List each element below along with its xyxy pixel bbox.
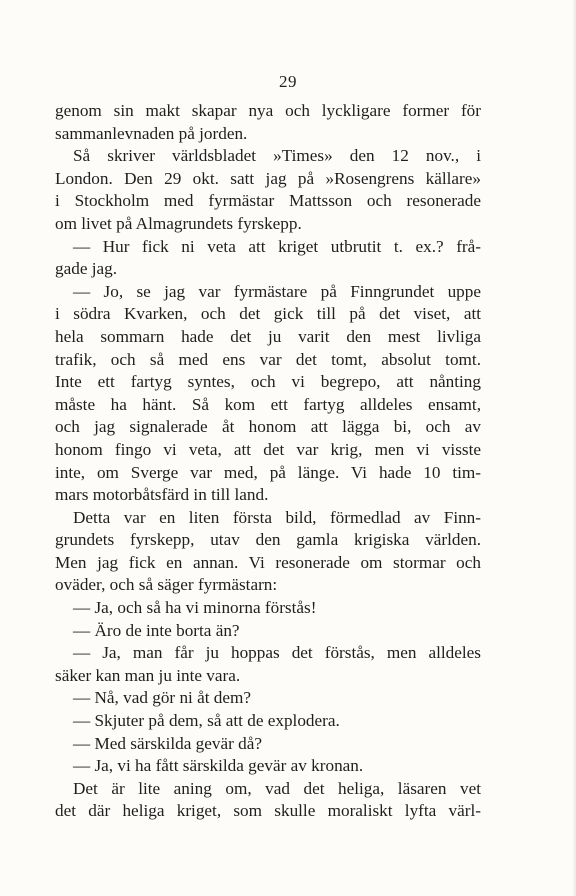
text-line: säker kan man ju inte vara. [55, 665, 241, 685]
text-line: — Jo, se jag var fyrmästare på Finngrundet uppe [73, 281, 481, 301]
text-line: Inte ett fartyg syntes, och vi begrepo, att nånting [55, 372, 481, 392]
text-line: genom sin makt skapar nya och lyckligare former för [55, 101, 481, 120]
text-line: hela sommarn hade det ju varit den mest livliga [55, 326, 481, 346]
text-line: inte, om Sverge var med, på länge. Vi hade 10 tim- [55, 462, 481, 482]
text-line: oväder, och så säger fyrmästarn: [55, 575, 278, 595]
text-line: honom fingo vi veta, att det var krig, men vi visste [55, 439, 481, 459]
text-line: — Ja, vi ha fått särskilda gevär av kronan. [73, 756, 364, 776]
text-line: sammanlevnaden på jorden. [55, 123, 248, 143]
text-line: och jag signalerade åt honom att lägga bi, och av [55, 417, 481, 437]
text-line: — Skjuter på dem, så att de explodera. [73, 711, 340, 731]
page-number: 29 [279, 72, 297, 91]
text-line: i Stockholm med fyrmästar Mattsson och resonerade [55, 191, 481, 211]
text-line: i södra Kvarken, och det gick till på det viset, att [55, 304, 481, 324]
text-line: måste ha hänt. Så kom ett fartyg alldeles ensamt, [55, 394, 481, 414]
text-line: — Ja, och så ha vi minorna förstås! [73, 598, 317, 618]
text-line: om livet på Almagrundets fyrskepp. [55, 213, 302, 233]
text-line: — Ja, man får ju hoppas det förstås, men alldeles [73, 643, 481, 663]
text-line: Men jag fick en annan. Vi resonerade om stormar och [55, 552, 481, 572]
text-line: Det är lite aning om, vad det heliga, läsaren vet [73, 778, 481, 798]
text-line: Så skriver världsbladet »Times» den 12 nov., i [73, 146, 481, 166]
text-line: Detta var en liten första bild, förmedlad av Finn- [73, 507, 481, 527]
text-line: — Nå, vad gör ni åt dem? [73, 688, 252, 708]
text-line: — Med särskilda gevär då? [73, 733, 262, 753]
body-text [55, 100, 481, 823]
page-edge [572, 0, 576, 896]
text-line: London. Den 29 okt. satt jag på »Rosengrens källare» [55, 168, 481, 188]
text-line: det där heliga kriget, som skulle moraliskt lyfta värl- [55, 801, 481, 821]
text-line: — Äro de inte borta än? [73, 620, 240, 640]
text-line: — Hur fick ni veta att kriget utbrutit t. ex.? frå- [73, 236, 481, 256]
text-line: gade jag. [55, 259, 118, 279]
text-line: grundets fyrskepp, utav den gamla krigiska världen. [55, 530, 481, 550]
text-line: trafik, och så med ens var det tomt, absolut tomt. [55, 349, 481, 369]
text-line: mars motorbåtsfärd in till land. [55, 485, 269, 505]
